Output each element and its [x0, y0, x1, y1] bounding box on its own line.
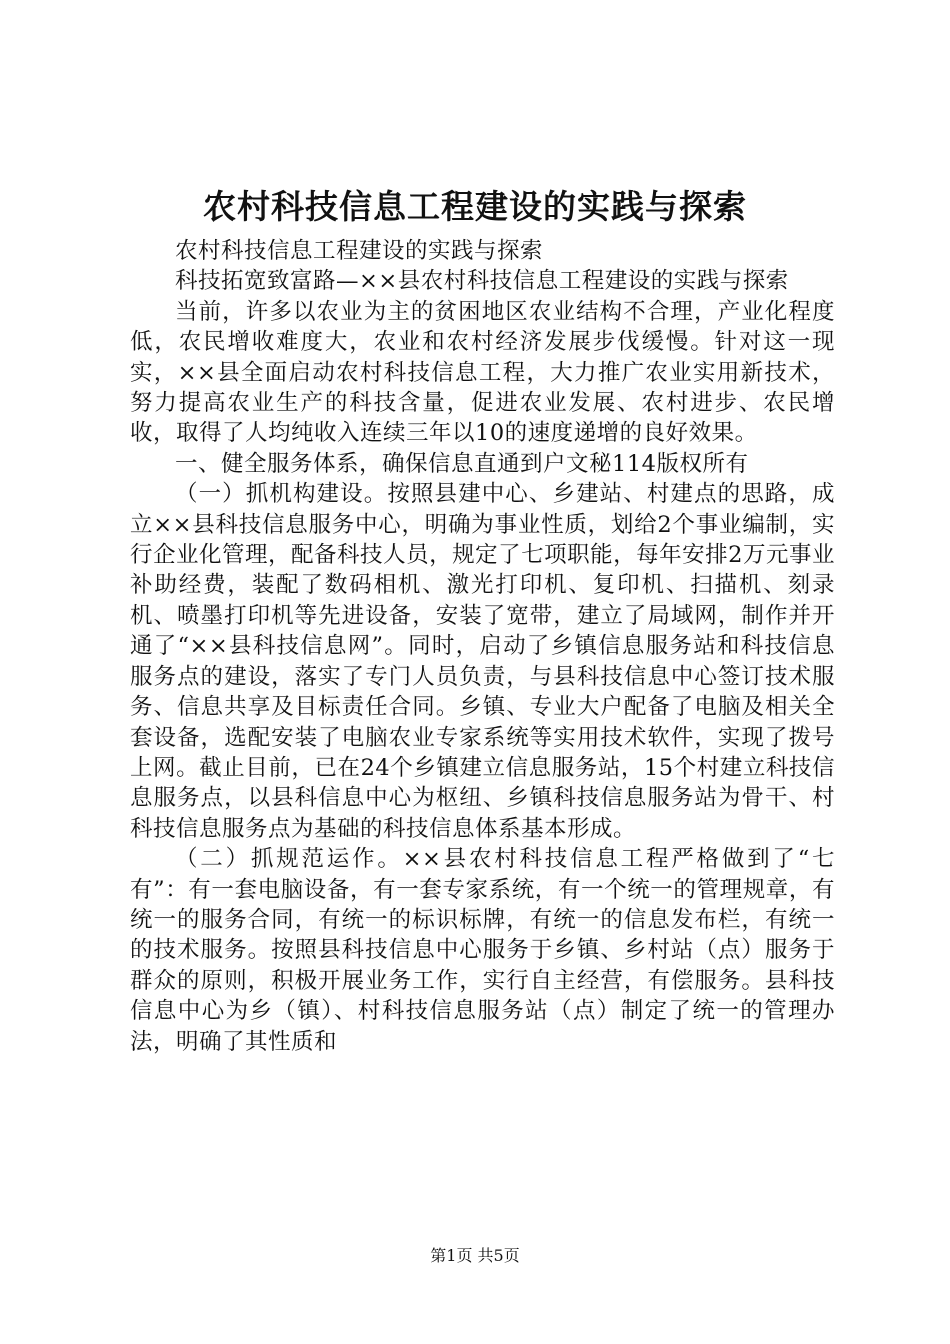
- paragraph-organization: （一）抓机构建设。按照县建中心、乡建站、村建点的思路，成立××县科技信息服务中心，明确为事业性质，划给2个事业编制，实行企业化管理，配备科技人员，规定了七项职能，每年安排2万元事业补助经费，装配了数码相机、激光打印机、复印机、扫描机、刻录机、喷墨打印机等先进设备，安装了宽带，建立了局域网，制作并开通了“××县科技信息网”。同时，启动了乡镇信息服务站和科技信息服务点的建设，落实了专门人员负责，与县科技信息中心签订技术服务、信息共享及目标责任合同。乡镇、专业大户配备了电脑及相关全套设备，选配安装了电脑农业专家系统等实用技术软件，实现了拨号上网。截止目前，已在24个乡镇建立信息服务站，15个村建立科技信息服务点，以县科信息中心为枢纽、乡镇科技信息服务站为骨干、村科技信息服务点为基础的科技信息体系基本形成。: [130, 481, 835, 842]
- page-number: 第1页 共5页: [430, 1246, 520, 1265]
- paragraph-subtitle: 农村科技信息工程建设的实践与探索: [175, 238, 544, 264]
- document-title: 农村科技信息工程建设的实践与探索: [203, 187, 747, 226]
- paragraph-intro: 当前，许多以农业为主的贫困地区农业结构不合理，产业化程度低，农民增收难度大，农业和农村经济发展步伐缓慢。针对这一现实，××县全面启动农村科技信息工程，大力推广农业实用新技术，努力提高农业生产的科技含量，促进农业发展、农村进步、农民增收，取得了人均纯收入连续三年以10的速度递增的良好效果。: [130, 298, 835, 447]
- paragraph-heading: 科技拓宽致富路—××县农村科技信息工程建设的实践与探索: [175, 268, 789, 295]
- paragraph-section-1: 一、健全服务体系，确保信息直通到户文秘114版权所有: [175, 450, 749, 477]
- document-body: [130, 236, 835, 1057]
- paragraph-operation: （二）抓规范运作。××县农村科技信息工程严格做到了“七有”：有一套电脑设备，有一套专家系统，有一个统一的管理规章，有统一的服务合同，有统一的标识标牌，有统一的信息发布栏，有统一的技术服务。按照县科技信息中心服务于乡镇、乡村站（点）服务于群众的原则，积极开展业务工作，实行自主经营，有偿服务。县科技信息中心为乡（镇）、村科技信息服务站（点）制定了统一的管理办法，明确了其性质和: [130, 846, 835, 1055]
